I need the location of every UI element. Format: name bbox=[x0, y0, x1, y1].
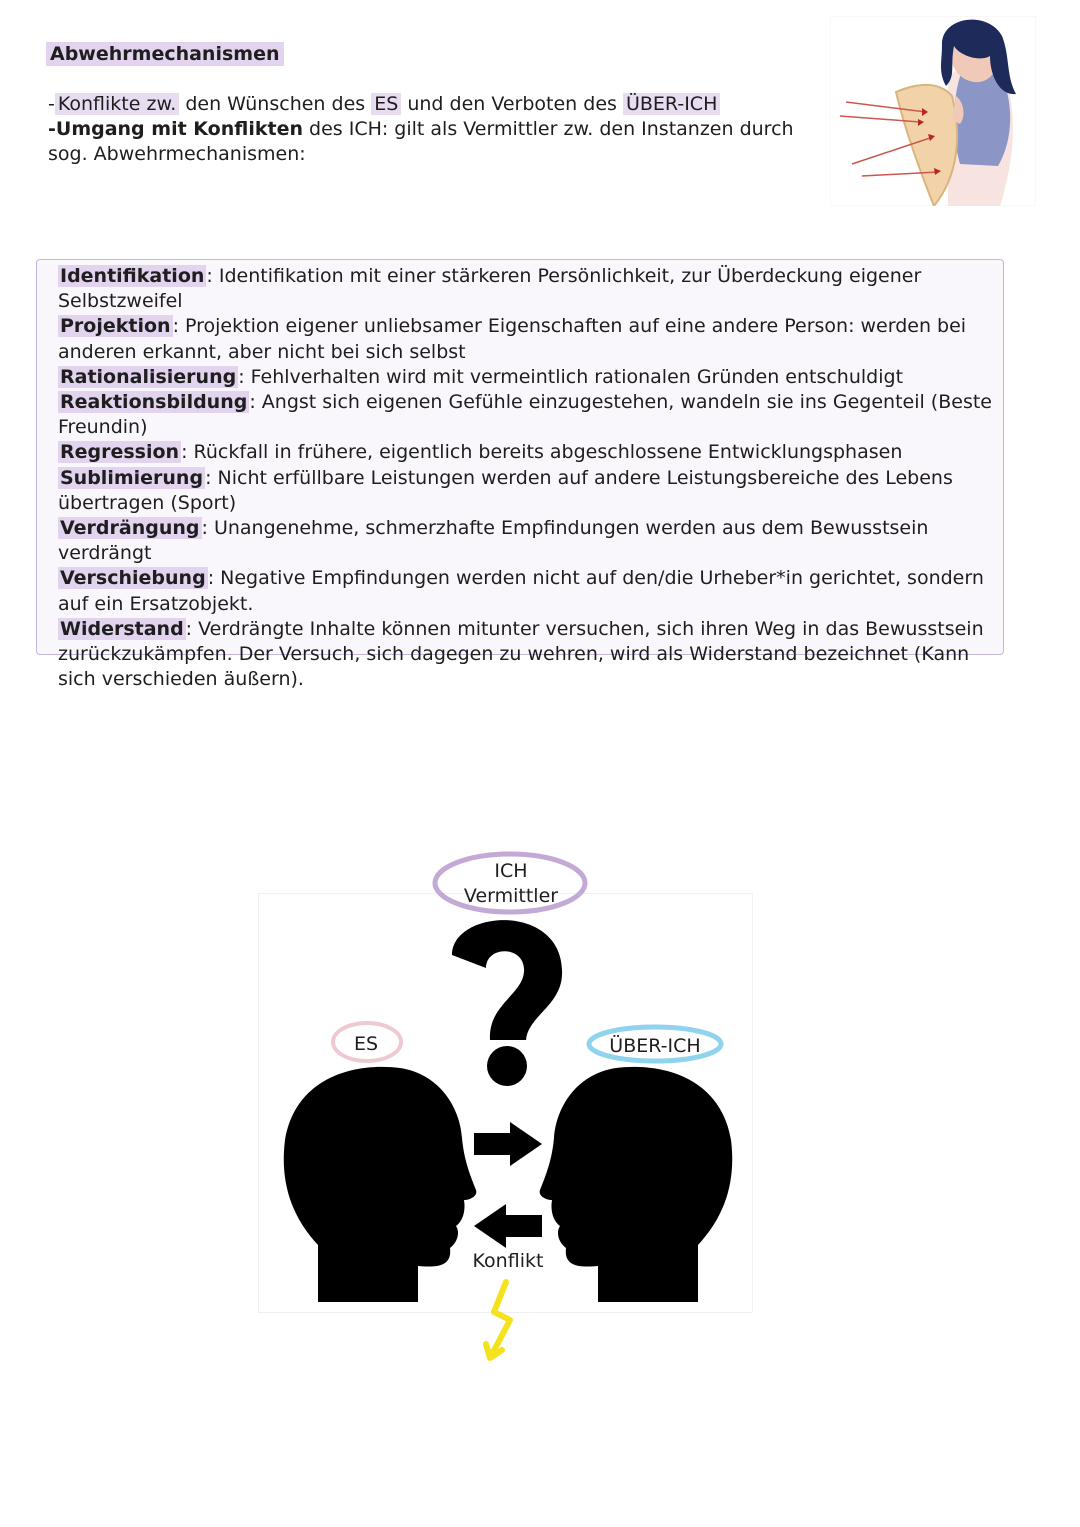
mechanism-item: Regression : Rückfall in frühere, eigentlich bereits abgeschlossene Entwicklungsphasen bbox=[60, 441, 903, 464]
ich-vermittler-label: Vermittler bbox=[463, 885, 559, 907]
ich-label: ICH bbox=[494, 860, 528, 882]
konflikt-label: Konflikt bbox=[472, 1250, 544, 1272]
ueber-ich-label: ÜBER-ICH bbox=[609, 1035, 701, 1057]
page-title: Abwehrmechanismen bbox=[46, 42, 284, 66]
arrow-right-icon bbox=[474, 1122, 542, 1166]
mechanism-item: Identifikation : Identifikation mit einer stärkeren Persönlichkeit, zur Überdeckung eigener Selbstzweifel bbox=[58, 265, 922, 313]
intro-line-umgang: -Umgang mit Konflikten des ICH: gilt als Vermittler zw. den Instanzen durch sog. Abwehrmechanismen: bbox=[48, 118, 794, 165]
ueber-ich-highlight: ÜBER-ICH bbox=[623, 93, 720, 115]
question-dot-icon bbox=[487, 1046, 527, 1086]
mechanism-item: Widerstand : Verdrängte Inhalte können mitunter versuchen, sich ihren Weg in das Bewusstsein zurückzukämpfen. Der Versuch, sich dagegen zu wehren, wird als Widerstand bezeichnet (Kann sich verschieden äußern). bbox=[58, 617, 984, 691]
mechanism-item: Reaktionsbildung : Angst sich eigenen Gefühle einzugestehen, wandeln sie ins Gegenteil (Beste Freundin) bbox=[58, 391, 992, 439]
mechanism-item: Projektion : Projektion eigener unliebsamer Eigenschaften auf eine andere Person: werden bei anderen erkannt, aber nicht bei sich selbst bbox=[58, 315, 967, 363]
lightning-icon bbox=[486, 1282, 510, 1358]
es-highlight: ES bbox=[371, 93, 401, 115]
intro-line-conflict: - Konflikte zw. den Wünschen des ES und den Verboten des ÜBER-ICH bbox=[48, 92, 808, 117]
right-head-icon bbox=[540, 1067, 733, 1302]
question-mark-icon bbox=[452, 920, 562, 1040]
mechanism-item: Verschiebung : Negative Empfindungen werden nicht auf den/die Urheber*in gerichtet, sondern auf ein Ersatzobjekt. bbox=[58, 567, 984, 615]
mechanism-item: Sublimierung : Nicht erfüllbare Leistungen werden auf andere Leistungsbereiche des Lebens übertragen (Sport) bbox=[58, 466, 953, 514]
konflikte-highlight: Konflikte zw. bbox=[55, 93, 179, 115]
arrow-left-icon bbox=[474, 1204, 542, 1248]
es-label: ES bbox=[353, 1033, 379, 1055]
left-head-icon bbox=[284, 1067, 477, 1302]
mechanism-item: Verdrängung : Unangenehme, schmerzhafte Empfindungen werden aus dem Bewusstsein verdrängt bbox=[58, 517, 929, 565]
mechanism-item: Rationalisierung : Fehlverhalten wird mit vermeintlich rationalen Gründen entschuldigt bbox=[60, 365, 904, 388]
